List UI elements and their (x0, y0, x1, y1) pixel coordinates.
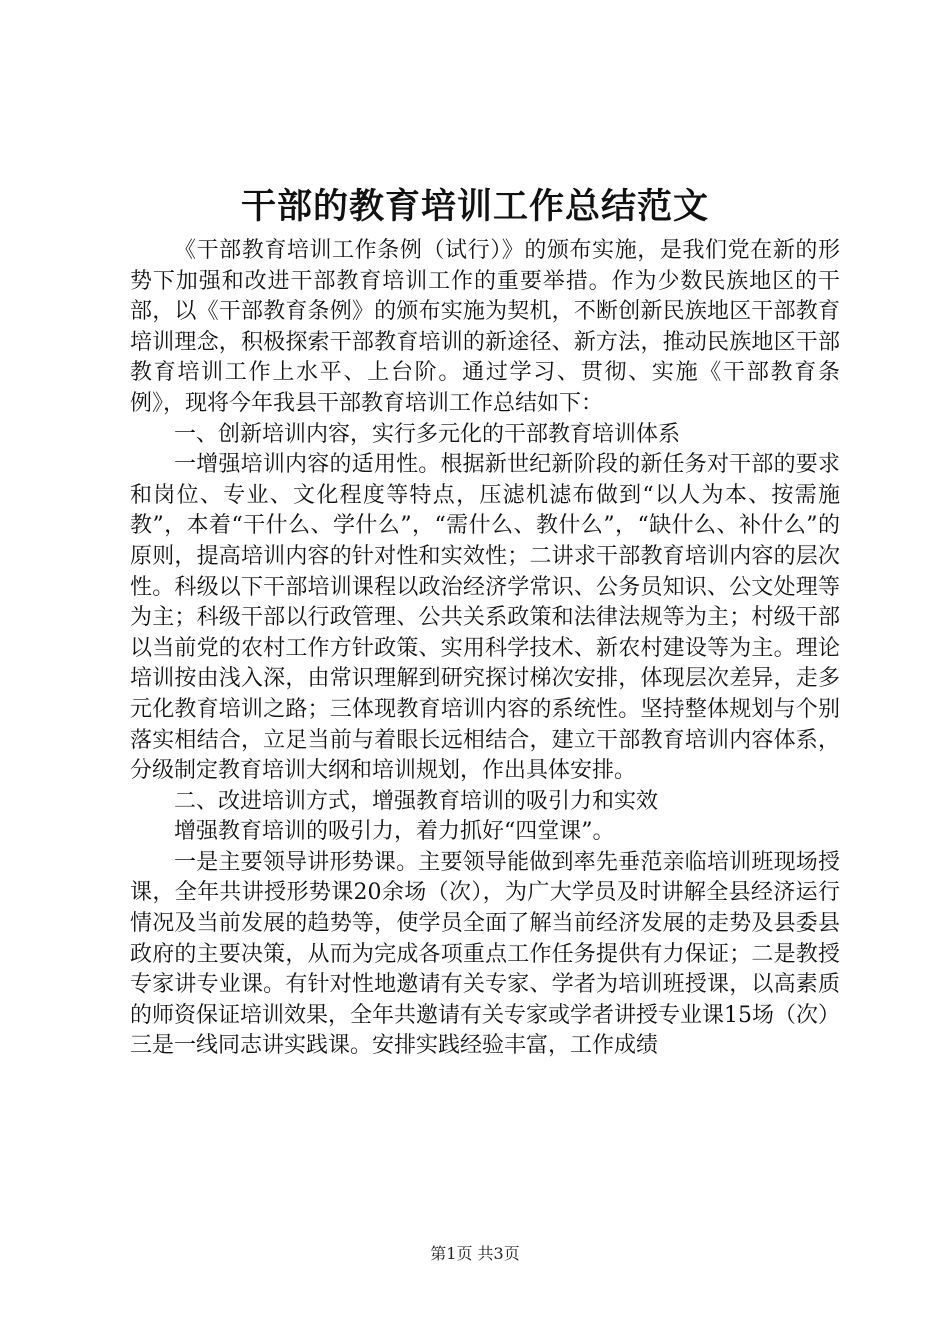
document-body (130, 236, 840, 1062)
paragraph-training-content: 一增强培训内容的适用性。根据新世纪新阶段的新任务对干部的要求和岗位、专业、文化程度等特点，压滤机滤布做到“以人为本、按需施教”，本着“干什么、学什么”，“需什么、教什么”，“缺什么、补什么”的原则，提高培训内容的针对性和实效性；二讲求干部教育培训内容的层次性。科级以下干部培训课程以政治经济学常识、公务员知识、公文处理等为主；科级干部以行政管理、公共关系政策和法律法规等为主；村级干部以当前党的农村工作方针政策、实用科学技术、新农村建设等为主。理论培训按由浅入深，由常识理解到研究探讨梯次安排，体现层次差异，走多元化教育培训之路；三体现教育培训内容的系统性。坚持整体规划与个别落实相结合，立足当前与着眼长远相结合，建立干部教育培训内容体系，分级制定教育培训大纲和培训规划，作出具体安排。 (130, 452, 840, 784)
document-title: 干部的教育培训工作总结范文 (240, 186, 709, 227)
section-heading-1: 一、创新培训内容，实行多元化的干部教育培训体系 (174, 421, 681, 447)
page-footer: 第1页 共3页 (430, 1244, 520, 1263)
paragraph-intro: 《干部教育培训工作条例（试行）》的颁布实施，是我们党在新的形势下加强和改进干部教育培训工作的重要举措。作为少数民族地区的干部，以《干部教育条例》的颁布实施为契机，不断创新民族地区干部教育培训理念，积极探索干部教育培训的新途径、新方法，推动民族地区干部教育培训工作上水平、上台阶。通过学习、贯彻、实施《干部教育条例》，现将今年我县干部教育培训工作总结如下： (130, 238, 840, 416)
section-heading-2: 二、改进培训方式，增强教育培训的吸引力和实效 (174, 788, 659, 814)
paragraph-four-lessons: 增强教育培训的吸引力，着力抓好“四堂课”。 (174, 819, 615, 845)
paragraph-lesson-details: 一是主要领导讲形势课。主要领导能做到率先垂范亲临培训班现场授课，全年共讲授形势课20余场（次），为广大学员及时讲解全县经济运行情况及当前发展的趋势等，使学员全面了解当前经济发展的走势及县委县政府的主要决策，从而为完成各项重点工作任务提供有力保证；二是教授专家讲专业课。有针对性地邀请有关专家、学者为培训班授课，以高素质的师资保证培训效果，全年共邀请有关专家或学者讲授专业课15场（次）三是一线同志讲实践课。安排实践经验丰富，工作成绩 (130, 849, 840, 1059)
